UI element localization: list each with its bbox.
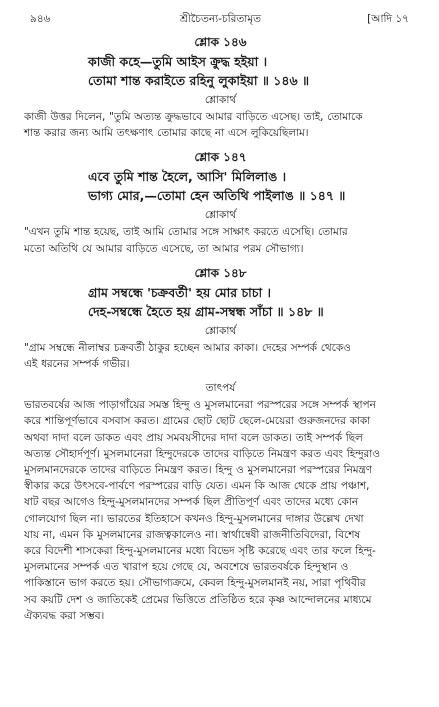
purport-line: সব কয়টি দেশ ও জাতিকেই প্রেমের ভিত্তিতে প্রতিষ্ঠিত হরে কৃষ্ণ আন্দোলনের মাধ্যমে — [24, 593, 372, 606]
verse-146-line-2: তোমা শান্ত করাইতে রহিনু লুকাইয়া ॥ ১৪৬ ॥ — [88, 73, 310, 88]
book-title: শ্রীচৈতন্য-চরিতামৃত — [179, 13, 262, 25]
purport-body — [24, 397, 417, 624]
translation-146-line-1: কাজী উত্তর দিলেন, "তুমি অত্যন্ত ক্রুদ্ধভাবে আমার বাড়িতে এসেছ। তাই, তোমাকে — [24, 111, 363, 123]
translation-148-line-1: "গ্রাম সম্বন্ধে নীলাম্বর চক্রবর্তী ঠাকুর হচ্ছেন আমার কাকা। দেহের সম্পর্ক থেকেও — [24, 341, 351, 354]
translation-146-line-2: শান্ত করার জন্য আমি তৎক্ষণাৎ তোমার কাছে না এসে লুকিয়েছিলাম। — [24, 127, 309, 140]
verse-label-148: শ্লোক ১৪৮ — [194, 265, 247, 280]
purport-label: তাৎপর্য — [205, 382, 236, 395]
verse-147-line-1: এবে তুমি শান্ত হৈলে, আসি' মিলিলাঙ । — [88, 169, 287, 185]
verse-label-147: শ্লোক ১৪৭ — [194, 150, 247, 165]
translation-label-146: শ্লোকার্থ — [204, 94, 237, 106]
purport-line: যায় না, এমন কি মুসলমানের রাজত্বকালেও না। স্বার্থান্বেষী রাজনীতিবিদেরা, বিশেষ — [24, 528, 361, 541]
purport-line: অত্যন্ত সৌহার্দপূর্ণ। মুসলমানেরা হিন্দুদেরকে তাদের বাড়িতে নিমন্ত্রণ করত এবং হিন্দুরাও — [24, 447, 380, 460]
purport-line: স্বীকার করে উৎসবে-পার্বণে পরস্পরের বাড়ি যেত। এমন কি আজ থেকে প্রায় পঞ্চাশ, — [24, 480, 370, 493]
translation-147-line-1: "এখন তুমি শান্ত হয়েছ, তাই আমি তোমার সঙ্গে সাক্ষাৎ করতে এসেছি। তোমার — [24, 226, 348, 239]
purport-line: গোলযোগ ছিল না। ভারতের ইতিহাসে কখনও হিন্দু-মুসলমানের দাঙ্গার উল্লেখ দেখা — [24, 512, 364, 525]
page-header — [24, 8, 417, 30]
page-number: ৯৪৬ — [30, 13, 51, 25]
verse-148-line-2: দেহ-সম্বন্ধে হৈতে হয় গ্রাম-সম্বন্ধ সাঁচা ॥ ১৪৮ ॥ — [88, 303, 324, 319]
purport-line: অথবা দাদা বলে ডাকত এবং প্রায় সমবয়সীদের দাদা বলে ডাকত। তাই সম্পর্ক ছিল — [24, 431, 363, 444]
purport-line: ভারতবর্ষের আজ পাড়াগাঁয়ের সমস্ত হিন্দু ও মুসলমানেরা পরস্পরের সঙ্গে সম্পর্ক স্থাপন — [24, 399, 376, 412]
purport-line: মুসলমানদেরকে তাদের বাড়িতে নিমন্ত্রণ করত। হিন্দু ও মুসলমানেরা পরস্পরের নিমন্ত্রণ — [24, 464, 373, 477]
verse-147-line-2: ভাগ্য মোর,—তোমা হেন অতিথি পাইলাঙ ॥ ১৪৭ ॥ — [88, 188, 346, 204]
verse-label-146: শ্লোক ১৪৬ — [194, 35, 247, 49]
translation-label-147: শ্লোকার্থ — [204, 209, 237, 222]
translation-148-line-2: এই ধরনের সম্পর্ক গভীর। — [24, 358, 130, 371]
purport-line: পাকিস্তানে ভাগ করতে হয়। সৌভাগ্যক্রমে, কেবল হিন্দু-মুসলমানই নয়, সারা পৃথিবীর — [24, 577, 366, 590]
purport-line: করে বিদেশী শাসকেরা হিন্দু-মুসলমানের মধ্যে বিভেদ সৃষ্টি করেছে এবং তার ফলে হিন্দু- — [24, 545, 376, 558]
verse-146-line-1: কাজী কহে—তুমি আইস ক্রুদ্ধ হইয়া । — [88, 54, 268, 69]
chapter-reference: [আদি ১৭ — [367, 13, 409, 25]
purport-line: করে শান্তিপূর্ণভাবে বসবাস করত। গ্রামের ছোট ছোট ছেলে-মেয়েরা গুরুজনদের কাকা — [24, 415, 371, 428]
translation-147-line-2: মতো অতিথি যে আমার বাড়িতে এসেছে, তা আমার পরম সৌভাগ্য। — [24, 242, 304, 255]
purport-line: ষাট বছর আগেও হিন্দু-মুসলমানদের সম্পর্ক ছিল প্রীতিপূর্ণ এবং তাদের মধ্যে কোন — [24, 496, 359, 509]
verse-148-line-1: গ্রাম সম্বন্ধে 'চক্রবর্তী' হয় মোর চাচা । — [88, 284, 272, 300]
translation-label-148: শ্লোকার্থ — [204, 324, 237, 337]
purport-line: মুসলমানের সম্পর্ক এত খারাপ হয়ে গেছে যে, অবশেষে ভারতবর্ষকে হিন্দুস্থান ও — [24, 561, 349, 574]
purport-line: ঐক্যবদ্ধ করা সম্ভব। — [24, 609, 105, 622]
